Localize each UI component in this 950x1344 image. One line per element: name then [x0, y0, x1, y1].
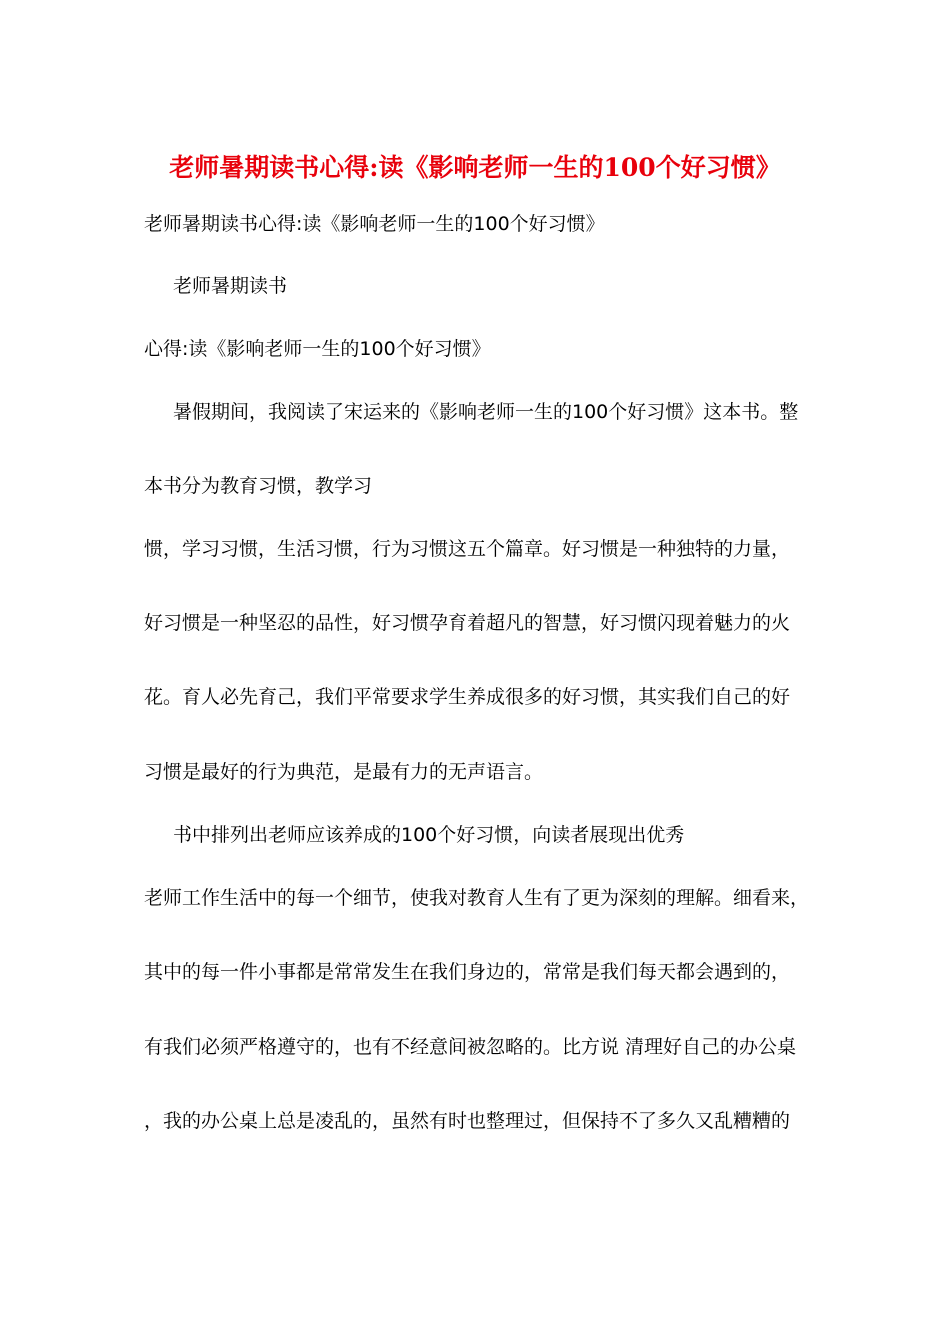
text-line: 其中的每一件小事都是常常发生在我们身边的，常常是我们每天都会遇到的，	[144, 961, 791, 983]
text-line: 老师工作生活中的每一个细节，使我对教育人生有了更为深刻的理解。细看来，	[144, 887, 810, 909]
text-line: 好习惯是一种坚忍的品性，好习惯孕育着超凡的智慧，好习惯闪现着魅力的火	[144, 612, 791, 634]
text-line: 老师暑期读书心得:读《影响老师一生的100个好习惯》	[144, 213, 605, 235]
text-line: 书中排列出老师应该养成的100个好习惯，向读者展现出优秀	[173, 824, 685, 846]
text-line: 本书分为教育习惯，教学习	[144, 475, 373, 497]
text-line: 有我们必须严格遵守的，也有不经意间被忽略的。比方说 清理好自己的办公桌	[144, 1036, 797, 1058]
text-line: 习惯是最好的行为典范，是最有力的无声语言。	[144, 761, 544, 783]
text-line: 老师暑期读书	[173, 275, 288, 297]
text-line: 暑假期间，我阅读了宋运来的《影响老师一生的100个好习惯》这本书。整	[173, 401, 799, 423]
text-line: 心得:读《影响老师一生的100个好习惯》	[144, 338, 491, 360]
text-line: 惯，学习习惯，生活习惯，行为习惯这五个篇章。好习惯是一种独特的力量，	[144, 538, 791, 560]
document-title: 老师暑期读书心得:读《影响老师一生的100个好习惯》	[169, 153, 781, 182]
text-line: 花。育人必先育己，我们平常要求学生养成很多的好习惯，其实我们自己的好	[144, 686, 791, 708]
text-line: ，我的办公桌上总是凌乱的，虽然有时也整理过，但保持不了多久又乱糟糟的	[144, 1110, 791, 1132]
